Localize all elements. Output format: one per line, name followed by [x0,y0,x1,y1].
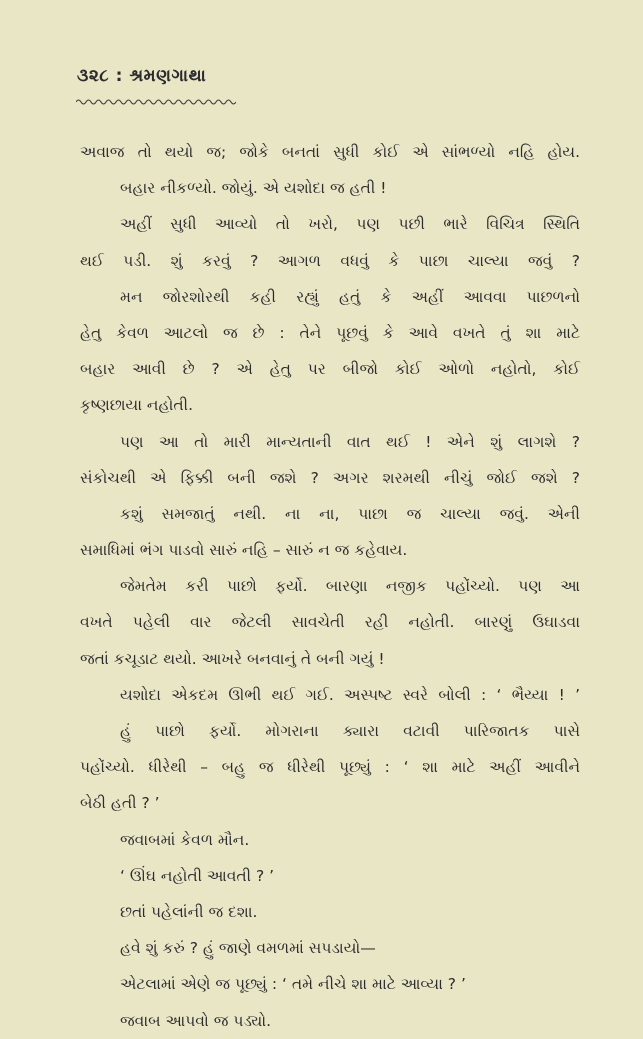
text-line: ‘ ઊંઘ નહોતી આવતી ? ’ [120,866,275,885]
text-line: હવે શું કરું ? હું જાણે વમળમાં સપડાયો— [120,939,376,958]
text-line: સમાધિમાં ભંગ પાડવો સારું નહિ – સારું ન જ કહેવાય. [80,541,408,560]
body-text [80,134,580,1039]
text-line: થઈ પડી. શું કરવું ? આગળ વધવું કે પાછા ચાલ્યા જવું ? [80,251,580,270]
text-line: જવાબમાં કેવળ મૌન. [120,830,250,849]
text-line: અવાજ તો થયો જ; જોકે બનતાં સુધી કોઈ એ સાંભળ્યો નહિ હોય. [80,143,580,161]
text-line: બહાર નીકળ્યો. જોયું. એ યશોદા જ હતી ! [120,179,387,198]
text-line: કૃષ્ણછાયા નહોતી. [80,396,194,415]
page-number: ૩૨૮ [77,66,110,86]
text-line: છતાં પહેલાંની જ દશા. [120,902,258,921]
text-line: હેતુ કેવળ આટલો જ છે : તેને પૂછવું કે આવે વખતે તું શા માટે [80,323,580,342]
text-line: સંકોચથી એ ફિક્કી બની જશે ? અગર શરમથી નીચું જોઈ જશે ? [80,468,580,487]
text-line: બહાર આવી છે ? એ હેતુ પર બીજો કોઈ ઓળો નહોતો, કોઈ [80,360,580,379]
wavy-rule-ornament [76,98,236,106]
text-line: પહોંચ્યો. ધીરેથી – બહુ જ ધીરેથી પૂછ્યું : ‘ શા માટે અહીં આવીને [80,758,580,777]
text-line: અહીં સુધી આવ્યો તો ખરો, પણ પછી ભારે વિચિત્ર સ્થિતિ [120,215,580,234]
text-line: બેઠી હતી ? ’ [80,794,160,813]
running-head [77,66,206,86]
text-line: જતાં કચૂડાટ થયો. આખરે બનવાનું તે બની ગયું ! [80,649,385,668]
book-title: શ્રમણગાથા [129,66,207,86]
text-line: વખતે પહેલી વાર જેટલી સાવચેતી રહી નહોતી. બારણું ઉઘાડવા [80,613,580,632]
text-line: હું પાછો ફર્યો. મોગરાના ક્યારા વટાવી પારિજાતક પાસે [120,722,580,740]
header-separator: : [115,66,123,86]
text-line: પણ આ તો મારી માન્યતાની વાત થઈ ! એને શું લાગશે ? [120,432,580,451]
text-line: એટલામાં એણે જ પૂછ્યું : ‘ તમે નીચે શા માટે આવ્યા ? ’ [120,975,466,994]
text-line: જેમતેમ કરી પાછો ફર્યો. બારણા નજીક પહોંચ્યો. પણ આ [120,577,580,596]
text-line: કશું સમજાતું નથી. ના ના, પાછા જ ચાલ્યા જવું. એની [120,504,580,523]
text-line: જવાબ આપવો જ પડ્યો. [120,1011,272,1030]
text-line: મન જોરશોરથી કહી રહ્યું હતું કે અહીં આવવા પાછળનો [120,287,580,306]
text-line: યશોદા એકદમ ઊભી થઈ ગઈ. અસ્પષ્ટ સ્વરે બોલી : ‘ ભૈય્યા ! ’ [120,685,580,704]
